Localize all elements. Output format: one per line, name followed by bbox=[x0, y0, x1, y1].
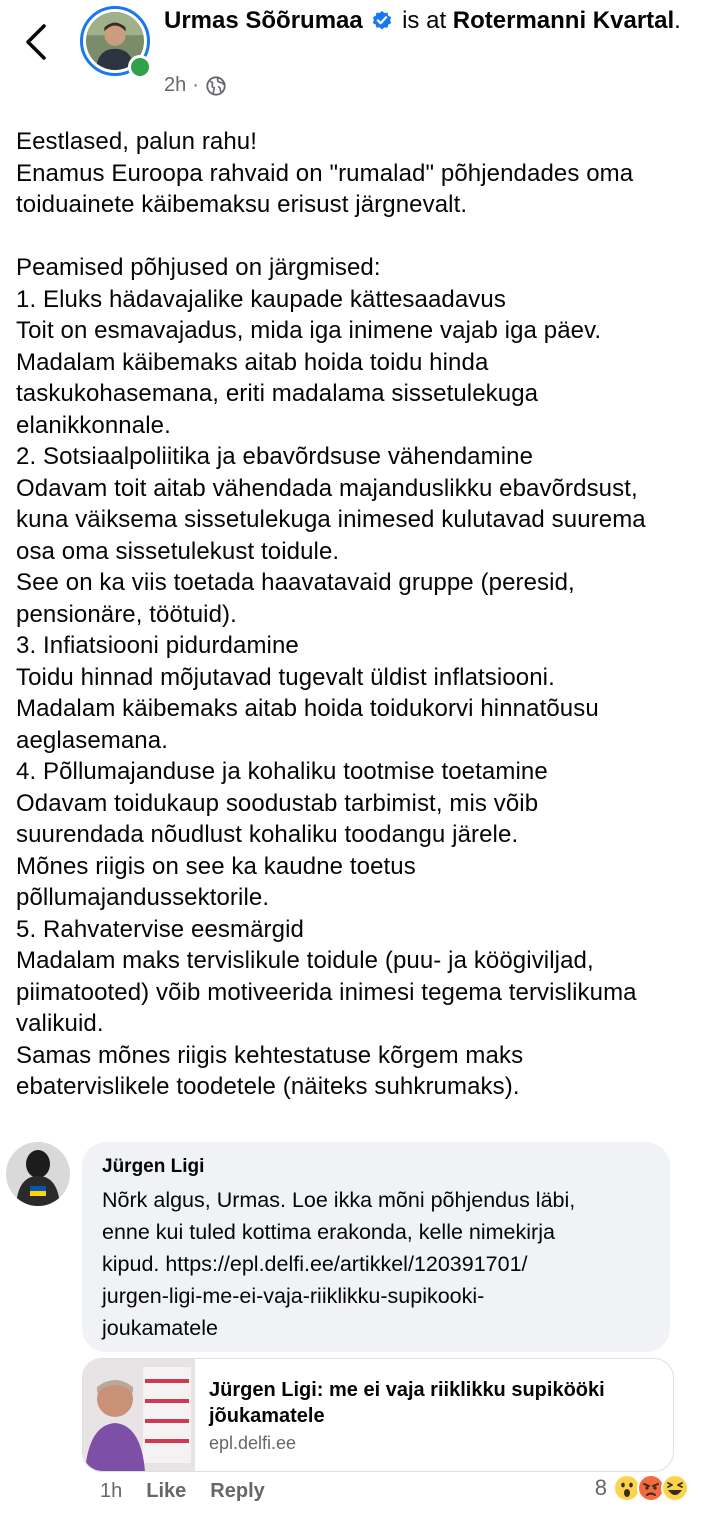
comment-line: Nõrk algus, Urmas. Loe ikka mõni põhjendus läbi, bbox=[102, 1188, 576, 1212]
online-status-indicator bbox=[128, 55, 152, 79]
post-line: aeglasemana. bbox=[16, 726, 168, 754]
post-line: Odavam toidukaup soodustab tarbimist, mis võib bbox=[16, 789, 539, 817]
post-line: Odavam toit aitab vähendada majanduslikku ebavõrdsust, bbox=[16, 474, 638, 502]
link-thumbnail bbox=[83, 1359, 195, 1471]
link-domain: epl.delfi.ee bbox=[209, 1433, 297, 1453]
post-line: osa oma sissetulekust toidule. bbox=[16, 537, 340, 565]
post-line: põllumajandussektorile. bbox=[16, 884, 270, 911]
post-line: Toidu hinnad mõjutavad tugevalt üldist inflatsiooni. bbox=[16, 663, 555, 691]
reaction-summary[interactable] bbox=[595, 1474, 689, 1502]
post-line: toiduainete käibemaksu erisust järgnevalt. bbox=[16, 191, 468, 218]
post-line: piimatooted) võib motiveerida inimesi tegema tervislikuma bbox=[16, 978, 637, 1006]
place-name[interactable]: Rotermanni Kvartal bbox=[452, 7, 675, 34]
comment-line-link[interactable]: kipud. https://epl.delfi.ee/artikkel/120391701/ bbox=[102, 1252, 528, 1276]
reaction-count: 8 bbox=[594, 1475, 607, 1500]
commenter-avatar[interactable] bbox=[6, 1142, 70, 1206]
post-line: 5. Rahvatervise eesmärgid bbox=[16, 915, 304, 943]
post-meta bbox=[164, 74, 227, 97]
post-line: valikuid. bbox=[16, 1010, 104, 1037]
post-line: Eestlased, palun rahu! bbox=[16, 128, 258, 155]
comment-line: enne kui tuled kottima erakonda, kelle nimekirja bbox=[102, 1220, 555, 1244]
like-button[interactable]: Like bbox=[146, 1480, 187, 1502]
author-name[interactable]: Urmas Sõõrumaa bbox=[164, 7, 363, 34]
post-line: Madalam maks tervislikule toidule (puu- ja köögiviljad, bbox=[16, 947, 594, 974]
post-line: Madalam käibemaks aitab hoida toidukorvi hinnatõusu bbox=[16, 695, 599, 722]
commenter-name[interactable]: Jürgen Ligi bbox=[102, 1156, 205, 1177]
post-line: suurendada nõudlust kohaliku toodangu järele. bbox=[16, 821, 519, 848]
post-line: Peamised põhjused on järgmised: bbox=[16, 254, 381, 281]
post-title bbox=[164, 4, 684, 38]
link-preview-card[interactable] bbox=[82, 1358, 674, 1472]
link-title[interactable]: Jürgen Ligi: me ei vaja riiklikku supikööki jõukamatele bbox=[209, 1379, 605, 1427]
haha-reaction-icon bbox=[661, 1474, 689, 1502]
globe-icon bbox=[205, 75, 227, 97]
post-line: Samas mõnes riigis kehtestatuse kõrgem maks bbox=[16, 1041, 524, 1069]
post-line: 2. Sotsiaalpoliitika ja ebavõrdsuse vähendamine bbox=[16, 443, 534, 470]
commenter-photo bbox=[6, 1142, 70, 1206]
post-line: Toit on esmavajadus, mida iga inimene vajab iga päev. bbox=[16, 317, 602, 344]
comment-time[interactable]: 1h bbox=[100, 1480, 123, 1502]
meta-separator: · bbox=[192, 74, 199, 96]
post-line: Madalam käibemaks aitab hoida toidu hinda bbox=[16, 348, 489, 376]
post-line: See on ka viis toetada haavatavaid gruppe (peresid, bbox=[16, 569, 575, 596]
post-line: 1. Eluks hädavajalike kaupade kättesaadavus bbox=[16, 285, 506, 313]
comment-bubble bbox=[82, 1142, 670, 1352]
post-line: taskukohasemana, eriti madalama sissetulekuga bbox=[16, 380, 539, 407]
chevron-left-icon[interactable] bbox=[22, 20, 52, 64]
verified-badge-icon bbox=[371, 9, 393, 31]
comment-text bbox=[102, 1184, 662, 1344]
post-line: 3. Infiatsiooni pidurdamine bbox=[16, 632, 299, 659]
post-line: pensionäre, töötuid). bbox=[16, 600, 237, 628]
post-line: Enamus Euroopa rahvaid on "rumalad" põhjendades oma bbox=[16, 159, 634, 187]
post-body bbox=[16, 126, 705, 1103]
comment-actions bbox=[100, 1480, 265, 1503]
post-line: elanikkonnale. bbox=[16, 411, 171, 439]
post-line: Mõnes riigis on see ka kaudne toetus bbox=[16, 852, 416, 880]
comment-line-link[interactable]: jurgen-ligi-me-ei-vaja-riiklikku-supikooki- bbox=[102, 1284, 485, 1308]
post-line bbox=[16, 221, 705, 253]
post-action: is at bbox=[402, 7, 447, 34]
post-line: kuna väiksema sissetulekuga inimesed kulutavad suurema bbox=[16, 506, 646, 533]
place-suffix: . bbox=[674, 7, 681, 34]
post-line: ebatervislikele toodetele (näiteks suhkrumaks). bbox=[16, 1073, 520, 1100]
reply-button[interactable]: Reply bbox=[210, 1480, 265, 1502]
post-header bbox=[0, 0, 705, 110]
post-line: 4. Põllumajanduse ja kohaliku tootmise toetamine bbox=[16, 758, 548, 785]
post-time[interactable]: 2h bbox=[164, 74, 187, 96]
comment-line-link[interactable]: joukamatele bbox=[102, 1316, 218, 1340]
